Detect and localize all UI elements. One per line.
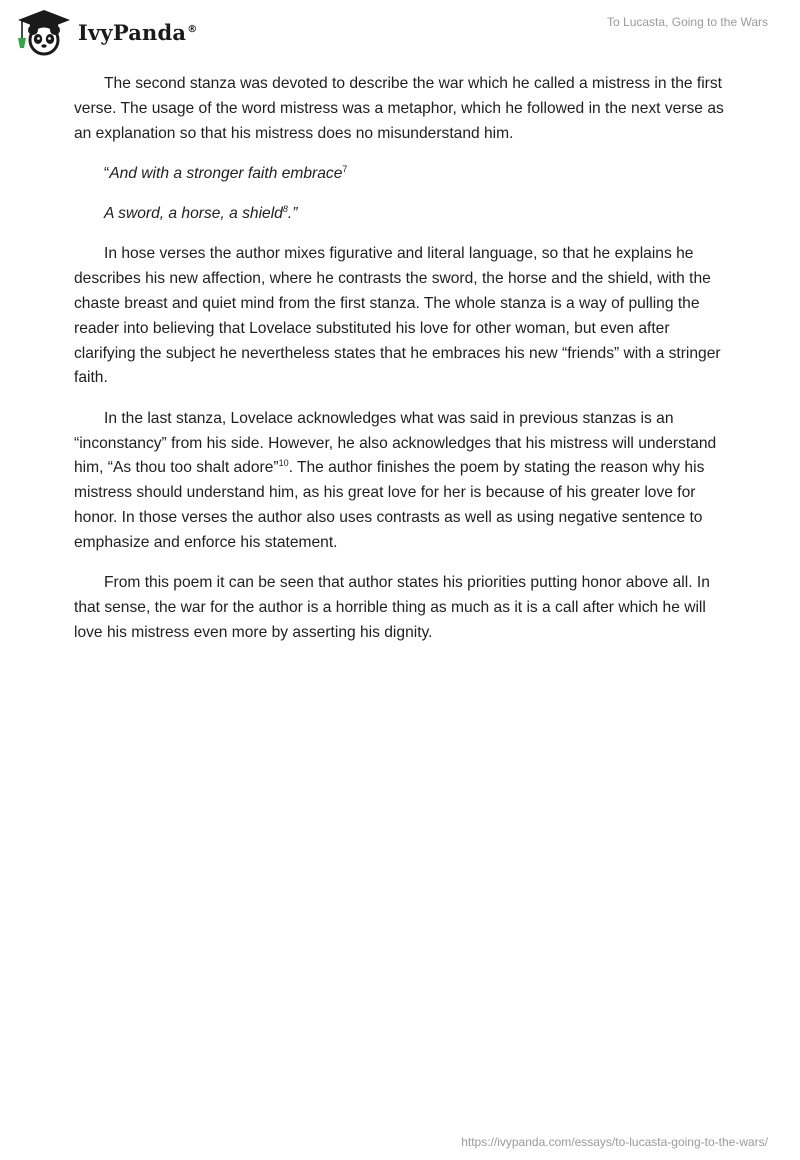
source-url[interactable]: https://ivypanda.com/essays/to-lucasta-going-to-the-wars/ — [461, 1135, 768, 1149]
panda-graduate-icon — [14, 8, 72, 56]
paragraph-last-stanza: In the last stanza, Lovelace acknowledges what was said in previous stanzas is an “inconstancy” from his side. However, he also acknowledges that his mistress will understand him, “As thou too shalt adore”$^{10}$. The author finishes the poem by stating the reason why his mistress should understand him, as his great love for her is because of his greater love for honor. In those verses the author also uses contrasts as well as using negative sentence to emphasize and enforce his statement. — [74, 409, 717, 551]
paragraph-conclusion: From this poem it can be seen that author states his priorities putting honor above all. In that sense, the war for the author is a horrible thing as much as it is a call after which he will love his mistress even more by asserting his dignity. — [74, 574, 710, 641]
document-title: To Lucasta, Going to the Wars — [607, 15, 768, 29]
footnote-ref[interactable]: 10 — [278, 458, 289, 469]
footnote-ref[interactable]: 7 — [342, 163, 348, 174]
essay-body — [74, 72, 724, 661]
page-header — [0, 0, 800, 64]
quote-line-one: “And with a stronger faith embrace$^7$ — [104, 163, 348, 182]
ivypanda-logo[interactable] — [14, 8, 197, 56]
paragraph-figurative-language: In hose verses the author mixes figurative and literal language, so that he explains he describes his new affection, where he contrasts the sword, the horse and the shield, with the chaste breast and quiet mind from the first stanza. The whole stanza is a way of pulling the reader into believing that Lovelace substituted his love for other woman, but even after clarifying the subject he nevertheless states that he embraces his new “friends” with a stringer faith. — [74, 245, 721, 387]
logo-wordmark: IvyPanda® — [78, 19, 198, 45]
paragraph-stanza-two: The second stanza was devoted to describe the war which he called a mistress in the first verse. The usage of the word mistress was a metaphor, which he followed in the next verse as an explanation so that his mistress does no misunderstand him. — [74, 75, 724, 142]
quote-line-two: A sword, a horse, a shield$^8$.” — [104, 204, 298, 223]
footnote-ref[interactable]: 8 — [282, 204, 288, 214]
